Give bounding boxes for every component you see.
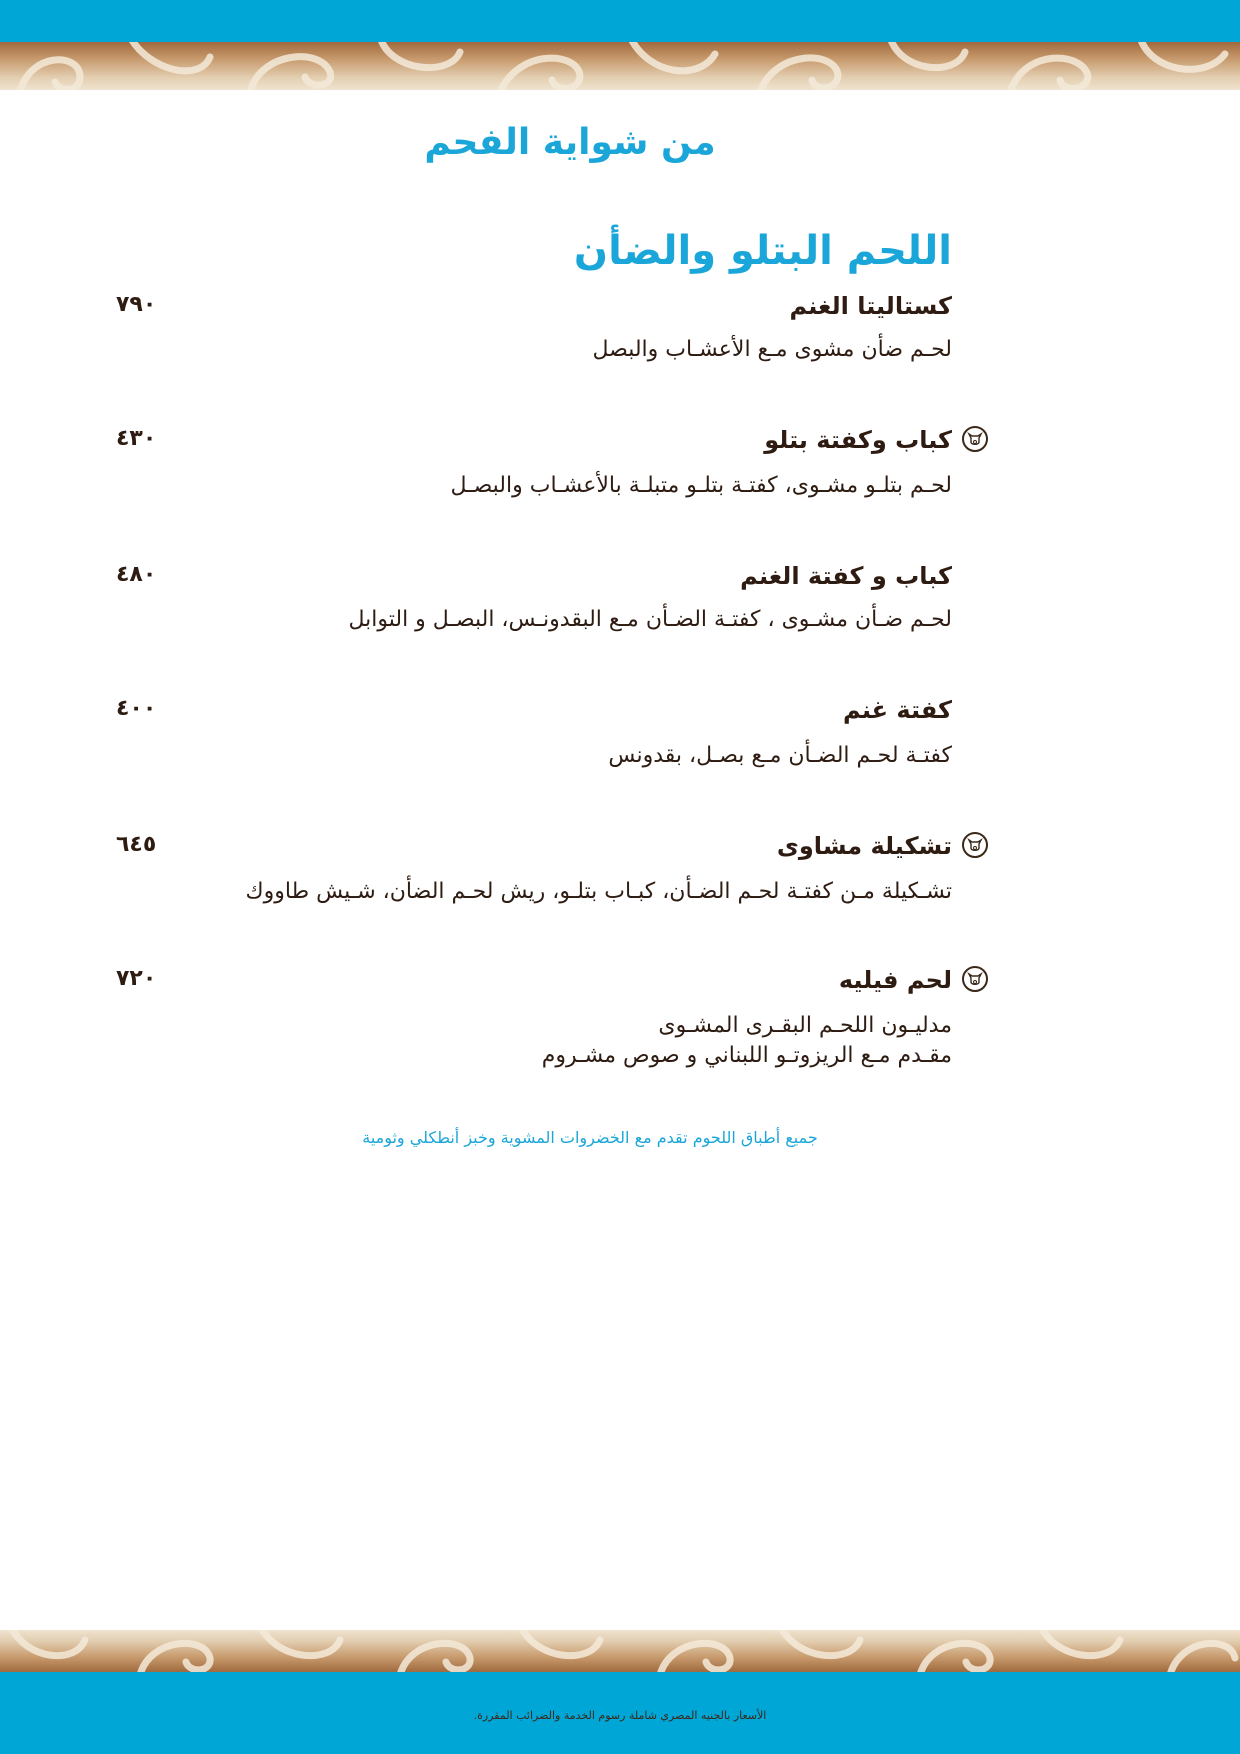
menu-item-price: ٦٤٥ [116,832,157,857]
menu-item-name: كباب وكفتة بتلو [764,426,952,454]
menu-item-name: كستاليتا الغنم [789,292,952,320]
footer-price-note: الأسعار بالجنيه المصري شاملة رسوم الخدمة والضرائب المقررة. [473,1709,767,1722]
menu-item-description: مدليـون اللحـم البقـرى المشـوى [658,1013,952,1038]
menu-item-description: لحـم ضأن مشوى مـع الأعشـاب والبصل [592,337,952,362]
menu-item-price: ٤٨٠ [116,562,157,587]
menu-item-description-line2: مقـدم مـع الريزوتـو اللبناني و صوص مشـروم [541,1043,952,1068]
menu-item-description: تشـكيلة مـن كفتـة لحـم الضـأن، كبـاب بتلـو، ريش لحـم الضأن، شـيش طاووك [245,879,952,904]
menu-item-price: ٤٣٠ [116,426,157,451]
menu-item-description: لحـم ضـأن مشـوى ، كفتـة الضـأن مـع البقدونـس، البصـل و التوابل [348,607,952,632]
menu-item-description: كفتـة لحـم الضـأن مـع بصـل، بقدونس [608,743,952,768]
menu-item-name: كفتة غنم [843,696,952,724]
section-title: اللحم البتلو والضأن [573,228,952,274]
bottom-ornament-band [0,1630,1240,1672]
menu-item-price: ٧٩٠ [116,292,157,317]
calf-head-icon [962,966,988,992]
menu-item-price: ٤٠٠ [116,696,157,721]
menu-item-description: لحـم بتلـو مشـوى، كفتـة بتلـو متبلـة بالأعشـاب والبصـل [450,473,952,498]
serving-note: جميع أطباق اللحوم تقدم مع الخضروات المشوية وخبز أنطكلي وثومية [362,1128,818,1147]
menu-item-price: ٧٢٠ [116,966,157,991]
menu-item-name: كباب و كفتة الغنم [740,562,952,590]
menu-item-name: لحم فيليه [838,966,952,994]
calf-head-icon [962,426,988,452]
calf-head-icon [962,832,988,858]
menu-item-name: تشكيلة مشاوى [776,832,952,860]
page-title: من شواية الفحم [424,122,716,163]
top-ornament-band [0,42,1240,90]
top-blue-band [0,0,1240,42]
